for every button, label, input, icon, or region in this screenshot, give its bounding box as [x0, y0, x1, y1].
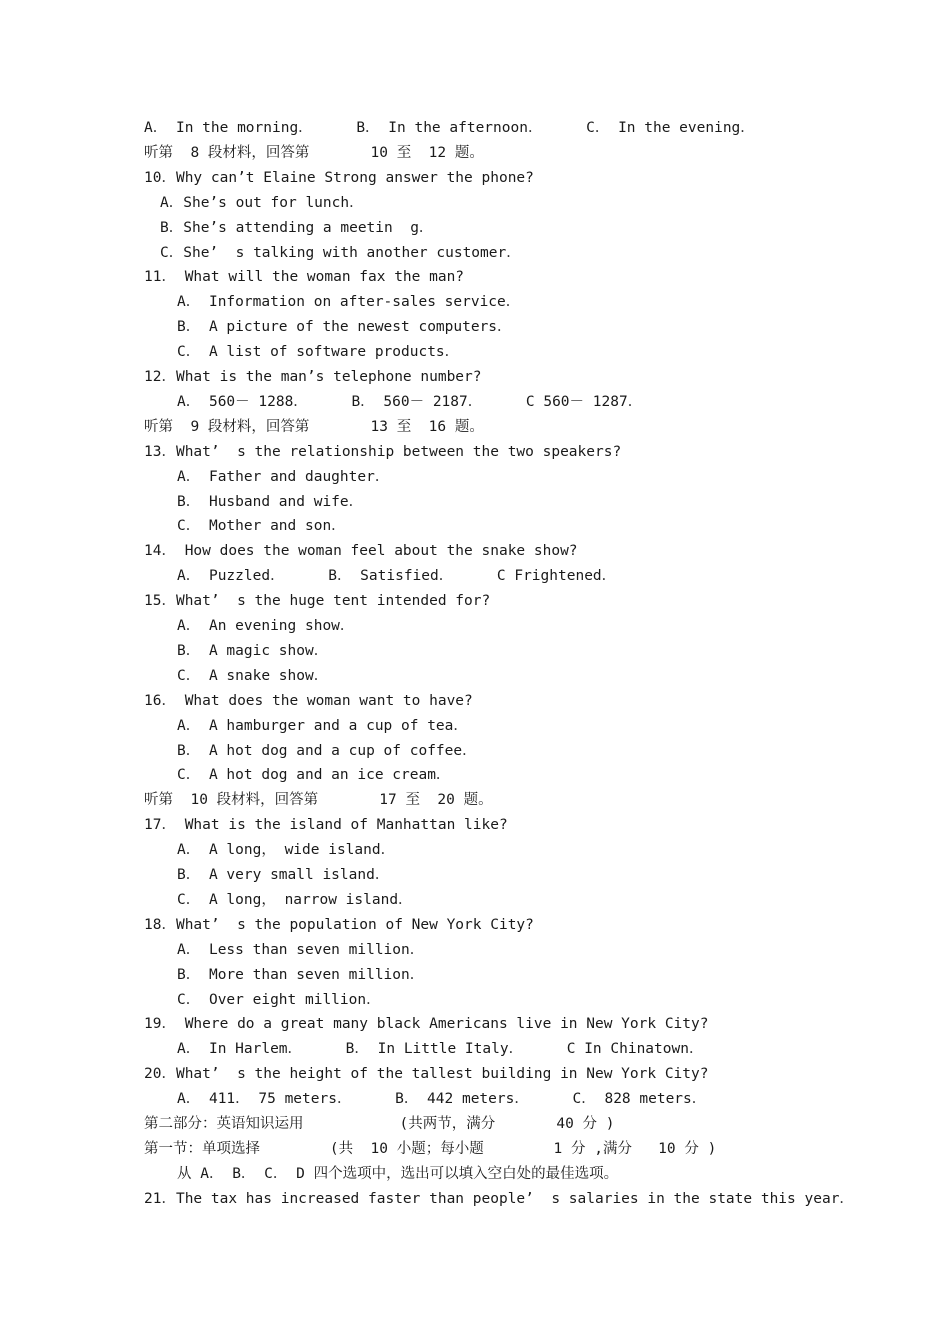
line-q13-stem: 13．What’ s the relationship between the two speakers?	[144, 443, 622, 460]
line-q16-stem: 16． What does the woman want to have?	[144, 692, 473, 709]
line-q19-stem: 19． Where do a great many black Americans live in New York City?	[144, 1016, 709, 1033]
line-q10-a: A．She’s out for lunch．	[160, 194, 364, 211]
line-q17-b: B． A very small island．	[177, 867, 390, 883]
line-q15-stem: 15．What’ s the huge tent intended for?	[144, 593, 491, 610]
line-part2-heading: 第二部分：英语知识运用 (共两节，满分 40 分 )	[144, 1116, 615, 1132]
line-q12-options: A． 560－ 1288． B． 560－ 2187． C 560－ 1287．	[177, 393, 643, 410]
line-q16-c: C． A hot dog and an ice cream．	[177, 767, 451, 784]
line-q10-b: B．She’s attending a meetin g．	[160, 219, 434, 236]
line-q12-stem: 12．What is the man’s telephone number?	[144, 369, 482, 385]
line-q15-a: A． An evening show．	[177, 618, 355, 634]
line-q13-b: B． Husband and wife．	[177, 493, 364, 510]
line-q17-a: A． A long， wide island．	[177, 842, 396, 859]
line-q16-a: A． A hamburger and a cup of tea．	[177, 717, 468, 734]
line-q10-c: C．She’ s talking with another customer．	[160, 244, 521, 261]
line-q10-stem: 10．Why can’t Elaine Strong answer the phone?	[144, 169, 534, 186]
line-q11-a: A． Information on after-sales service．	[177, 294, 521, 311]
line-q17-stem: 17． What is the island of Manhattan like?	[144, 817, 508, 834]
line-part2-section1: 第一节：单项选择 (共 10 小题；每小题 1 分 ,满分 10 分 )	[144, 1140, 717, 1157]
line-q11-stem: 11． What will the woman fax the man?	[144, 269, 465, 286]
line-q15-c: C． A snake show．	[177, 667, 329, 684]
line-q13-c: C． Mother and son．	[177, 518, 346, 535]
line-q14-stem: 14． How does the woman feel about the snake show?	[144, 543, 578, 560]
line-q13-a: A． Father and daughter．	[177, 468, 390, 485]
line-q18-c: C． Over eight million．	[177, 991, 381, 1008]
line-q11-b: B． A picture of the newest computers．	[177, 319, 512, 336]
line-q18-stem: 18．What’ s the population of New York City?	[144, 916, 534, 933]
line-q15-b: B． A magic show．	[177, 642, 329, 659]
line-q17-c: C． A long， narrow island．	[177, 891, 413, 908]
line-q20-stem: 20．What’ s the height of the tallest building in New York City?	[144, 1066, 709, 1083]
line-section-10: 听第 10 段材料，回答第 17 至 20 题。	[144, 792, 493, 809]
line-section-8: 听第 8 段材料，回答第 10 至 12 题。	[144, 144, 484, 161]
line-q18-b: B． More than seven million．	[177, 966, 425, 983]
line-part2-instruction: 从 A． B． C． D 四个选项中，选出可以填入空白处的最佳选项。	[177, 1165, 619, 1182]
line-q14-options: A． Puzzled． B． Satisfied． C Frightened．	[177, 568, 617, 585]
line-section-9: 听第 9 段材料，回答第 13 至 16 题。	[144, 418, 484, 435]
line-q20-options: A． 411． 75 meters． B． 442 meters． C． 828 meters．	[177, 1091, 707, 1108]
line-q11-c: C． A list of software products．	[177, 344, 460, 361]
line-q18-a: A． Less than seven million．	[177, 941, 425, 958]
line-q19-options: A． In Harlem． B． In Little Italy． C In Chinatown．	[177, 1041, 704, 1058]
line-q21-stem: 21．The tax has increased faster than people’ s salaries in the state this year．	[144, 1190, 854, 1207]
line-q16-b: B． A hot dog and a cup of coffee．	[177, 742, 477, 759]
line-q9-options: A． In the morning． B． In the afternoon． C． In the evening．	[144, 120, 755, 136]
